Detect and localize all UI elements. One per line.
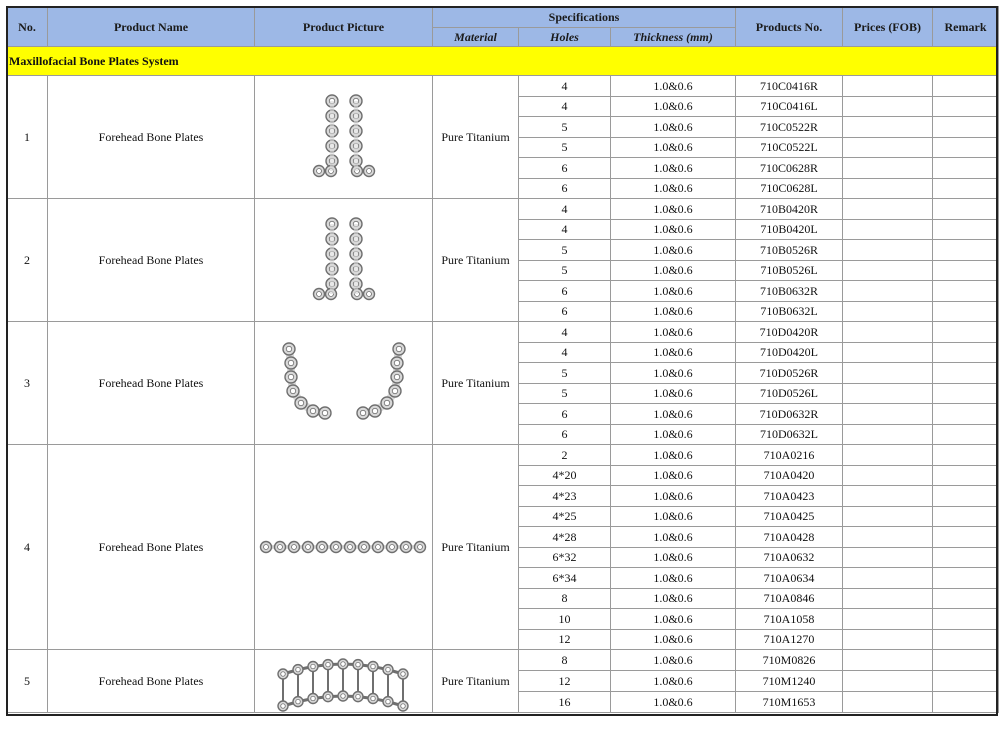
holes-cell: 2: [519, 445, 611, 466]
l-shaped-plates-pair-icon: [255, 87, 432, 187]
thickness-cell: 1.0&0.6: [611, 547, 736, 568]
header-thickness: Thickness (mm): [611, 28, 736, 47]
thickness-cell: 1.0&0.6: [611, 301, 736, 322]
thickness-cell: 1.0&0.6: [611, 568, 736, 589]
holes-cell: 4: [519, 96, 611, 117]
thickness-cell: 1.0&0.6: [611, 486, 736, 507]
product-code-cell: 710A0428: [736, 527, 843, 548]
product-code-cell: 710A0632: [736, 547, 843, 568]
product-material: Pure Titanium: [433, 199, 519, 322]
thickness-cell: 1.0&0.6: [611, 692, 736, 713]
thickness-cell: 1.0&0.6: [611, 117, 736, 138]
product-code-cell: 710B0526R: [736, 240, 843, 261]
price-cell: [843, 260, 933, 281]
remark-cell: [933, 117, 999, 138]
price-cell: [843, 342, 933, 363]
remark-cell: [933, 527, 999, 548]
price-cell: [843, 568, 933, 589]
product-code-cell: 710A0423: [736, 486, 843, 507]
price-cell: [843, 137, 933, 158]
holes-cell: 8: [519, 650, 611, 671]
price-cell: [843, 96, 933, 117]
product-code-cell: 710B0420L: [736, 219, 843, 240]
thickness-cell: 1.0&0.6: [611, 158, 736, 179]
product-number: 4: [7, 445, 48, 650]
holes-cell: 5: [519, 260, 611, 281]
holes-cell: 5: [519, 117, 611, 138]
section-title: Maxillofacial Bone Plates System: [7, 47, 999, 76]
holes-cell: 5: [519, 137, 611, 158]
price-cell: [843, 609, 933, 630]
remark-cell: [933, 588, 999, 609]
remark-cell: [933, 404, 999, 425]
price-cell: [843, 486, 933, 507]
remark-cell: [933, 568, 999, 589]
product-code-cell: 710D0420L: [736, 342, 843, 363]
holes-cell: 5: [519, 363, 611, 384]
product-code-cell: 710D0526L: [736, 383, 843, 404]
l-shaped-plates-pair-icon: [255, 210, 432, 310]
product-code-cell: 710C0522R: [736, 117, 843, 138]
price-cell: [843, 506, 933, 527]
thickness-cell: 1.0&0.6: [611, 609, 736, 630]
product-code-cell: 710B0632L: [736, 301, 843, 322]
holes-cell: 6*32: [519, 547, 611, 568]
thickness-cell: 1.0&0.6: [611, 527, 736, 548]
mesh-plate-icon: [255, 650, 432, 712]
remark-cell: [933, 609, 999, 630]
price-cell: [843, 629, 933, 650]
price-cell: [843, 445, 933, 466]
holes-cell: 10: [519, 609, 611, 630]
table-header: [7, 7, 999, 47]
remark-cell: [933, 383, 999, 404]
price-cell: [843, 465, 933, 486]
remark-cell: [933, 281, 999, 302]
thickness-cell: 1.0&0.6: [611, 588, 736, 609]
product-code-cell: 710B0420R: [736, 199, 843, 220]
product-code-cell: 710C0416R: [736, 76, 843, 97]
product-picture: [255, 322, 433, 445]
product-number: 1: [7, 76, 48, 199]
thickness-cell: 1.0&0.6: [611, 260, 736, 281]
product-number: 3: [7, 322, 48, 445]
product-name: Forehead Bone Plates: [48, 76, 255, 199]
product-code-cell: 710D0632R: [736, 404, 843, 425]
price-cell: [843, 301, 933, 322]
remark-cell: [933, 629, 999, 650]
price-cell: [843, 281, 933, 302]
remark-cell: [933, 692, 999, 713]
table-row: [7, 650, 999, 671]
holes-cell: 4: [519, 76, 611, 97]
product-code-cell: 710A0420: [736, 465, 843, 486]
thickness-cell: 1.0&0.6: [611, 322, 736, 343]
product-material: Pure Titanium: [433, 650, 519, 713]
remark-cell: [933, 219, 999, 240]
thickness-cell: 1.0&0.6: [611, 363, 736, 384]
remark-cell: [933, 137, 999, 158]
price-cell: [843, 158, 933, 179]
product-material: Pure Titanium: [433, 322, 519, 445]
product-code-cell: 710C0628L: [736, 178, 843, 199]
product-code-cell: 710A0846: [736, 588, 843, 609]
product-picture: [255, 76, 433, 199]
price-cell: [843, 650, 933, 671]
header-product-picture: Product Picture: [255, 7, 433, 47]
holes-cell: 8: [519, 588, 611, 609]
remark-cell: [933, 76, 999, 97]
remark-cell: [933, 671, 999, 692]
holes-cell: 4: [519, 199, 611, 220]
price-cell: [843, 671, 933, 692]
product-code-cell: 710A1270: [736, 629, 843, 650]
table-row: [7, 76, 999, 97]
header-specifications: Specifications: [433, 7, 736, 28]
price-cell: [843, 178, 933, 199]
thickness-cell: 1.0&0.6: [611, 404, 736, 425]
table-row: [7, 199, 999, 220]
thickness-cell: 1.0&0.6: [611, 342, 736, 363]
remark-cell: [933, 96, 999, 117]
holes-cell: 6: [519, 301, 611, 322]
product-code-cell: 710M1240: [736, 671, 843, 692]
holes-cell: 4*25: [519, 506, 611, 527]
thickness-cell: 1.0&0.6: [611, 137, 736, 158]
price-cell: [843, 219, 933, 240]
price-cell: [843, 383, 933, 404]
product-code-cell: 710A0634: [736, 568, 843, 589]
thickness-cell: 1.0&0.6: [611, 281, 736, 302]
remark-cell: [933, 363, 999, 384]
remark-cell: [933, 240, 999, 261]
product-code-cell: 710C0416L: [736, 96, 843, 117]
product-code-cell: 710C0628R: [736, 158, 843, 179]
thickness-cell: 1.0&0.6: [611, 240, 736, 261]
thickness-cell: 1.0&0.6: [611, 506, 736, 527]
holes-cell: 4: [519, 342, 611, 363]
straight-plate-icon: [255, 539, 432, 555]
product-material: Pure Titanium: [433, 445, 519, 650]
price-cell: [843, 588, 933, 609]
product-code-cell: 710B0632R: [736, 281, 843, 302]
thickness-cell: 1.0&0.6: [611, 445, 736, 466]
thickness-cell: 1.0&0.6: [611, 96, 736, 117]
remark-cell: [933, 342, 999, 363]
holes-cell: 4*28: [519, 527, 611, 548]
product-number: 2: [7, 199, 48, 322]
thickness-cell: 1.0&0.6: [611, 383, 736, 404]
thickness-cell: 1.0&0.6: [611, 671, 736, 692]
holes-cell: 6: [519, 281, 611, 302]
header-product-name: Product Name: [48, 7, 255, 47]
holes-cell: 4*20: [519, 465, 611, 486]
thickness-cell: 1.0&0.6: [611, 76, 736, 97]
holes-cell: 4*23: [519, 486, 611, 507]
price-cell: [843, 692, 933, 713]
thickness-cell: 1.0&0.6: [611, 199, 736, 220]
holes-cell: 5: [519, 240, 611, 261]
product-code-cell: 710D0420R: [736, 322, 843, 343]
remark-cell: [933, 465, 999, 486]
product-code-cell: 710M0826: [736, 650, 843, 671]
curved-plates-pair-icon: [255, 335, 432, 431]
price-cell: [843, 404, 933, 425]
product-picture: [255, 650, 433, 713]
remark-cell: [933, 322, 999, 343]
remark-cell: [933, 547, 999, 568]
product-picture: [255, 199, 433, 322]
holes-cell: 6: [519, 178, 611, 199]
thickness-cell: 1.0&0.6: [611, 219, 736, 240]
product-code-cell: 710D0526R: [736, 363, 843, 384]
holes-cell: 12: [519, 671, 611, 692]
product-spec-table: [6, 6, 999, 713]
remark-cell: [933, 445, 999, 466]
product-name: Forehead Bone Plates: [48, 650, 255, 713]
remark-cell: [933, 650, 999, 671]
holes-cell: 6: [519, 424, 611, 445]
header-no: No.: [7, 7, 48, 47]
product-picture: [255, 445, 433, 650]
price-cell: [843, 199, 933, 220]
price-cell: [843, 527, 933, 548]
holes-cell: 16: [519, 692, 611, 713]
product-code-cell: 710C0522L: [736, 137, 843, 158]
thickness-cell: 1.0&0.6: [611, 178, 736, 199]
holes-cell: 5: [519, 383, 611, 404]
remark-cell: [933, 424, 999, 445]
header-products-no: Products No.: [736, 7, 843, 47]
holes-cell: 6: [519, 404, 611, 425]
table-row: [7, 445, 999, 466]
header-holes: Holes: [519, 28, 611, 47]
holes-cell: 4: [519, 322, 611, 343]
remark-cell: [933, 178, 999, 199]
price-cell: [843, 76, 933, 97]
holes-cell: 6: [519, 158, 611, 179]
holes-cell: 12: [519, 629, 611, 650]
header-remark: Remark: [933, 7, 999, 47]
holes-cell: 4: [519, 219, 611, 240]
remark-cell: [933, 486, 999, 507]
table-row: [7, 322, 999, 343]
remark-cell: [933, 199, 999, 220]
header-material: Material: [433, 28, 519, 47]
price-cell: [843, 240, 933, 261]
header-prices: Prices (FOB): [843, 7, 933, 47]
product-name: Forehead Bone Plates: [48, 445, 255, 650]
remark-cell: [933, 260, 999, 281]
thickness-cell: 1.0&0.6: [611, 629, 736, 650]
price-cell: [843, 363, 933, 384]
price-cell: [843, 547, 933, 568]
holes-cell: 6*34: [519, 568, 611, 589]
product-name: Forehead Bone Plates: [48, 322, 255, 445]
product-number: 5: [7, 650, 48, 713]
product-code-cell: 710A1058: [736, 609, 843, 630]
thickness-cell: 1.0&0.6: [611, 465, 736, 486]
price-cell: [843, 322, 933, 343]
product-name: Forehead Bone Plates: [48, 199, 255, 322]
remark-cell: [933, 158, 999, 179]
thickness-cell: 1.0&0.6: [611, 424, 736, 445]
product-code-cell: 710M1653: [736, 692, 843, 713]
product-code-cell: 710A0216: [736, 445, 843, 466]
product-code-cell: 710D0632L: [736, 424, 843, 445]
thickness-cell: 1.0&0.6: [611, 650, 736, 671]
price-cell: [843, 117, 933, 138]
product-code-cell: 710B0526L: [736, 260, 843, 281]
remark-cell: [933, 506, 999, 527]
remark-cell: [933, 301, 999, 322]
section-row: [7, 47, 999, 76]
table-body: [7, 47, 999, 713]
price-cell: [843, 424, 933, 445]
product-material: Pure Titanium: [433, 76, 519, 199]
product-code-cell: 710A0425: [736, 506, 843, 527]
